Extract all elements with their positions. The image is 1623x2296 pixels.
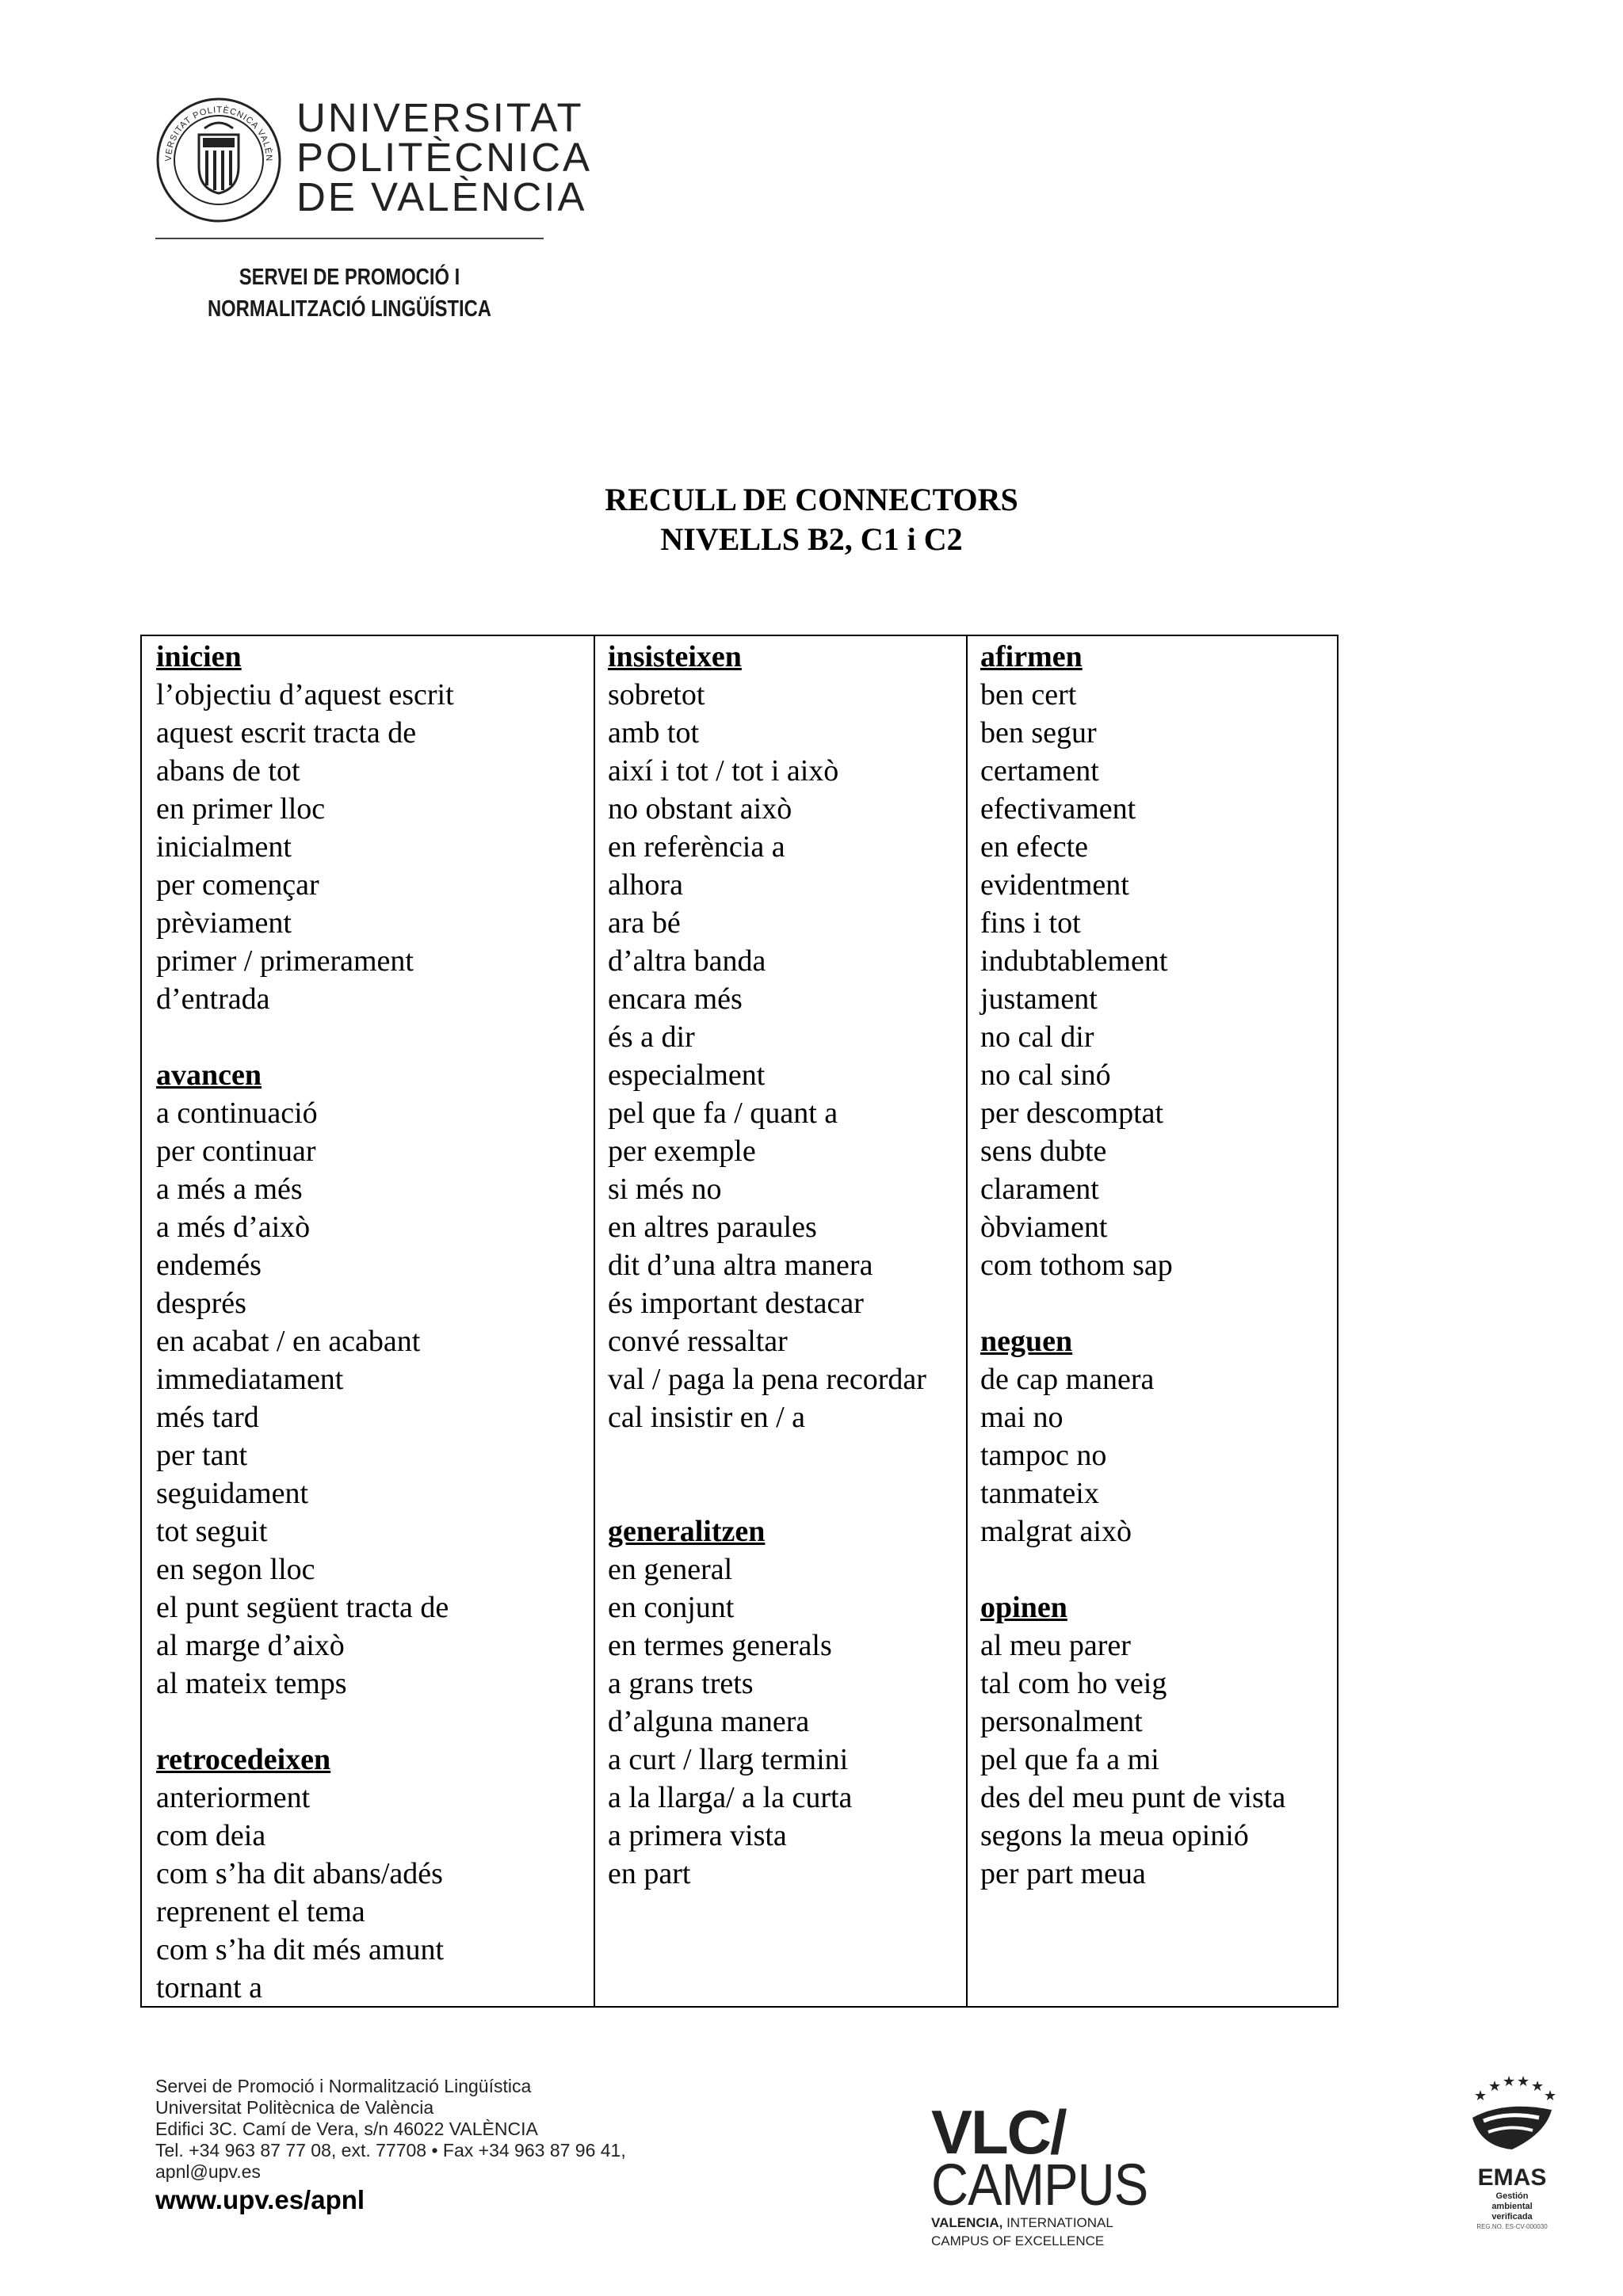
service-name: [190, 261, 509, 325]
connector-item: tampoc no: [980, 1439, 1107, 1472]
connector-item: de cap manera: [980, 1363, 1155, 1396]
emas-word: EMAS: [1477, 2164, 1547, 2191]
vlc-logo-campus: CAMPUS: [931, 2152, 1148, 2218]
connector-item: al marge d’això: [156, 1629, 345, 1662]
connector-item: per descomptat: [980, 1097, 1164, 1130]
connector-item: amb tot: [608, 716, 700, 749]
connector-item: a grans trets: [608, 1667, 754, 1700]
connector-item: per començar: [156, 868, 319, 902]
connector-item: com s’ha dit més amunt: [156, 1933, 445, 1966]
connector-item: malgrat això: [980, 1515, 1132, 1548]
connector-item: per tant: [156, 1439, 248, 1472]
group-spacer: [980, 1284, 1337, 1322]
connector-item: anteriorment: [156, 1781, 311, 1814]
connector-item: inicialment: [156, 830, 292, 864]
connector-item: immediatament: [156, 1363, 344, 1396]
connector-item: per exemple: [608, 1135, 756, 1168]
connector-item: seguidament: [156, 1477, 309, 1510]
website-link[interactable]: www.upv.es/apnl: [155, 2185, 365, 2214]
vlc-logo-sub-rest: INTERNATIONAL: [1002, 2215, 1113, 2230]
connector-item: d’entrada: [156, 982, 270, 1016]
university-name-line3: DE VALÈNCIA: [296, 174, 587, 219]
vlc-logo-sub-bold: VALENCIA,: [931, 2215, 1003, 2230]
connector-item: certament: [980, 754, 1099, 788]
connector-item: no cal dir: [980, 1020, 1094, 1054]
address-line: Edifici 3C. Camí de Vera, s/n 46022 VALÈNCIA: [155, 2119, 538, 2139]
connector-item: en termes generals: [608, 1629, 832, 1662]
upv-seal-icon: [155, 97, 282, 223]
connector-item: ara bé: [608, 906, 681, 940]
connector-item: personalment: [980, 1705, 1143, 1738]
svg-text:★: ★: [1544, 2088, 1557, 2104]
emas-line: verificada: [1491, 2212, 1533, 2222]
svg-text:★: ★: [1503, 2073, 1516, 2090]
category-heading: generalitzen: [608, 1515, 766, 1548]
connector-item: abans de tot: [156, 754, 300, 788]
connector-item: al mateix temps: [156, 1667, 347, 1700]
connector-item: efectivament: [980, 792, 1136, 826]
connector-item: reprenent el tema: [156, 1895, 365, 1928]
connectors-table: [140, 635, 1338, 2008]
group-spacer: [608, 1474, 966, 1512]
connector-item: fins i tot: [980, 906, 1081, 940]
table-column-2: [595, 636, 968, 2006]
emas-logo: [1457, 2072, 1568, 2262]
connector-item: indubtablement: [980, 944, 1168, 978]
connector-item: a més a més: [156, 1173, 303, 1206]
connector-item: en referència a: [608, 830, 785, 864]
connector-item: com tothom sap: [980, 1249, 1173, 1282]
address-line: Universitat Politècnica de València: [155, 2097, 434, 2118]
connector-item: evidentment: [980, 868, 1129, 902]
connector-item: pel que fa a mi: [980, 1743, 1159, 1776]
table-column-1: [142, 636, 595, 2006]
vlc-campus-logo: [931, 2097, 1148, 2264]
document-subtitle: NIVELLS B2, C1 i C2: [660, 521, 963, 557]
connector-item: així i tot / tot i això: [608, 754, 839, 788]
connector-item: sens dubte: [980, 1135, 1107, 1168]
emas-registration: REG.NO. ES-CV-000030: [1476, 2223, 1548, 2230]
category-heading: inicien: [156, 640, 242, 673]
connector-item: és important destacar: [608, 1287, 864, 1320]
svg-text:★: ★: [1488, 2078, 1502, 2095]
connector-item: no obstant això: [608, 792, 792, 826]
connector-item: més tard: [156, 1401, 259, 1434]
emas-stars-wave-icon: [1457, 2072, 1568, 2159]
connector-item: d’altra banda: [608, 944, 766, 978]
connector-item: dit d’una altra manera: [608, 1249, 873, 1282]
connector-item: sobretot: [608, 678, 705, 711]
connector-item: segons la meua opinió: [980, 1819, 1249, 1852]
connector-item: a la llarga/ a la curta: [608, 1781, 853, 1814]
address-line: Servei de Promoció i Normalització Lingüística: [155, 2076, 532, 2096]
connector-item: com s’ha dit abans/adés: [156, 1857, 443, 1890]
group-spacer: [156, 1703, 594, 1741]
connector-item: ben segur: [980, 716, 1097, 749]
service-name-line2: NORMALITZACIÓ LINGÜÍSTICA: [207, 296, 491, 322]
connector-item: si més no: [608, 1173, 722, 1206]
connector-item: com deia: [156, 1819, 266, 1852]
vlc-logo-main: VLC/: [931, 2097, 1066, 2167]
connector-item: tornant a: [156, 1971, 263, 2004]
category-heading: afirmen: [980, 640, 1083, 673]
university-name: [296, 95, 593, 219]
group-spacer: [980, 1550, 1337, 1589]
connector-item: en efecte: [980, 830, 1089, 864]
svg-text:★: ★: [1531, 2078, 1545, 2095]
email-link[interactable]: apnl@upv.es: [155, 2161, 261, 2182]
connector-item: en conjunt: [608, 1591, 735, 1624]
connector-item: en general: [608, 1553, 733, 1586]
category-heading: neguen: [980, 1325, 1073, 1358]
connector-item: tal com ho veig: [980, 1667, 1167, 1700]
category-heading: opinen: [980, 1591, 1067, 1624]
connector-item: justament: [980, 982, 1098, 1016]
address-line: Tel. +34 963 87 77 08, ext. 77708 • Fax +34 963 87 96 41,: [155, 2140, 626, 2161]
connector-item: encara més: [608, 982, 743, 1016]
connector-item: a curt / llarg termini: [608, 1743, 849, 1776]
connector-item: a primera vista: [608, 1819, 787, 1852]
vlc-logo-subtitle-line2: CAMPUS OF EXCELLENCE: [931, 2233, 1105, 2248]
connector-item: és a dir: [608, 1020, 695, 1054]
category-heading: retrocedeixen: [156, 1743, 331, 1776]
connector-item: convé ressaltar: [608, 1325, 788, 1358]
category-heading: insisteixen: [608, 640, 742, 673]
category-heading: avancen: [156, 1058, 262, 1092]
connector-item: no cal sinó: [980, 1058, 1111, 1092]
connector-item: alhora: [608, 868, 683, 902]
university-name-line1: UNIVERSITAT: [296, 95, 584, 140]
connector-item: cal insistir en / a: [608, 1401, 806, 1434]
connector-item: ben cert: [980, 678, 1077, 711]
connector-item: al meu parer: [980, 1629, 1131, 1662]
document-title: RECULL DE CONNECTORS: [605, 482, 1018, 517]
connector-item: a més d’això: [156, 1211, 311, 1244]
emas-line: Gestión: [1495, 2191, 1529, 2201]
table-column-3: [968, 636, 1337, 2006]
connector-item: especialment: [608, 1058, 766, 1092]
connector-item: [608, 1436, 966, 1474]
svg-text:★: ★: [1517, 2073, 1530, 2090]
connector-item: en segon lloc: [156, 1553, 315, 1586]
connector-item: tot seguit: [156, 1515, 268, 1548]
connector-item: val / paga la pena recordar: [608, 1363, 926, 1396]
connector-item: òbviament: [980, 1211, 1108, 1244]
connector-item: el punt següent tracta de: [156, 1591, 449, 1624]
connector-item: mai no: [980, 1401, 1064, 1434]
connector-item: per continuar: [156, 1135, 316, 1168]
emas-line: ambiental: [1491, 2202, 1533, 2211]
connector-item: en primer lloc: [156, 792, 326, 826]
footer-address: [155, 2076, 626, 2218]
connector-item: l’objectiu d’aquest escrit: [156, 678, 454, 711]
connector-item: tanmateix: [980, 1477, 1099, 1510]
connector-item: clarament: [980, 1173, 1099, 1206]
connector-item: primer / primerament: [156, 944, 414, 978]
connector-item: per part meua: [980, 1857, 1146, 1890]
connector-item: pel que fa / quant a: [608, 1097, 838, 1130]
svg-text:★: ★: [1474, 2088, 1487, 2104]
university-name-line2: POLITÈCNICA: [296, 135, 593, 180]
connector-item: d’alguna manera: [608, 1705, 810, 1738]
connector-item: en part: [608, 1857, 691, 1890]
connector-item: des del meu punt de vista: [980, 1781, 1286, 1814]
connector-item: aquest escrit tracta de: [156, 716, 417, 749]
connector-item: després: [156, 1287, 246, 1320]
seal-text: VERSITAT POLITÈCNICA VALÈN: [163, 105, 274, 162]
logo-divider: [155, 238, 544, 239]
connector-item: endemés: [156, 1249, 262, 1282]
connector-item: en altres paraules: [608, 1211, 817, 1244]
connector-item: a continuació: [156, 1097, 318, 1130]
group-spacer: [156, 1018, 594, 1056]
connector-item: en acabat / en acabant: [156, 1325, 421, 1358]
connector-item: prèviament: [156, 906, 292, 940]
service-name-line1: SERVEI DE PROMOCIÓ I: [239, 265, 460, 290]
